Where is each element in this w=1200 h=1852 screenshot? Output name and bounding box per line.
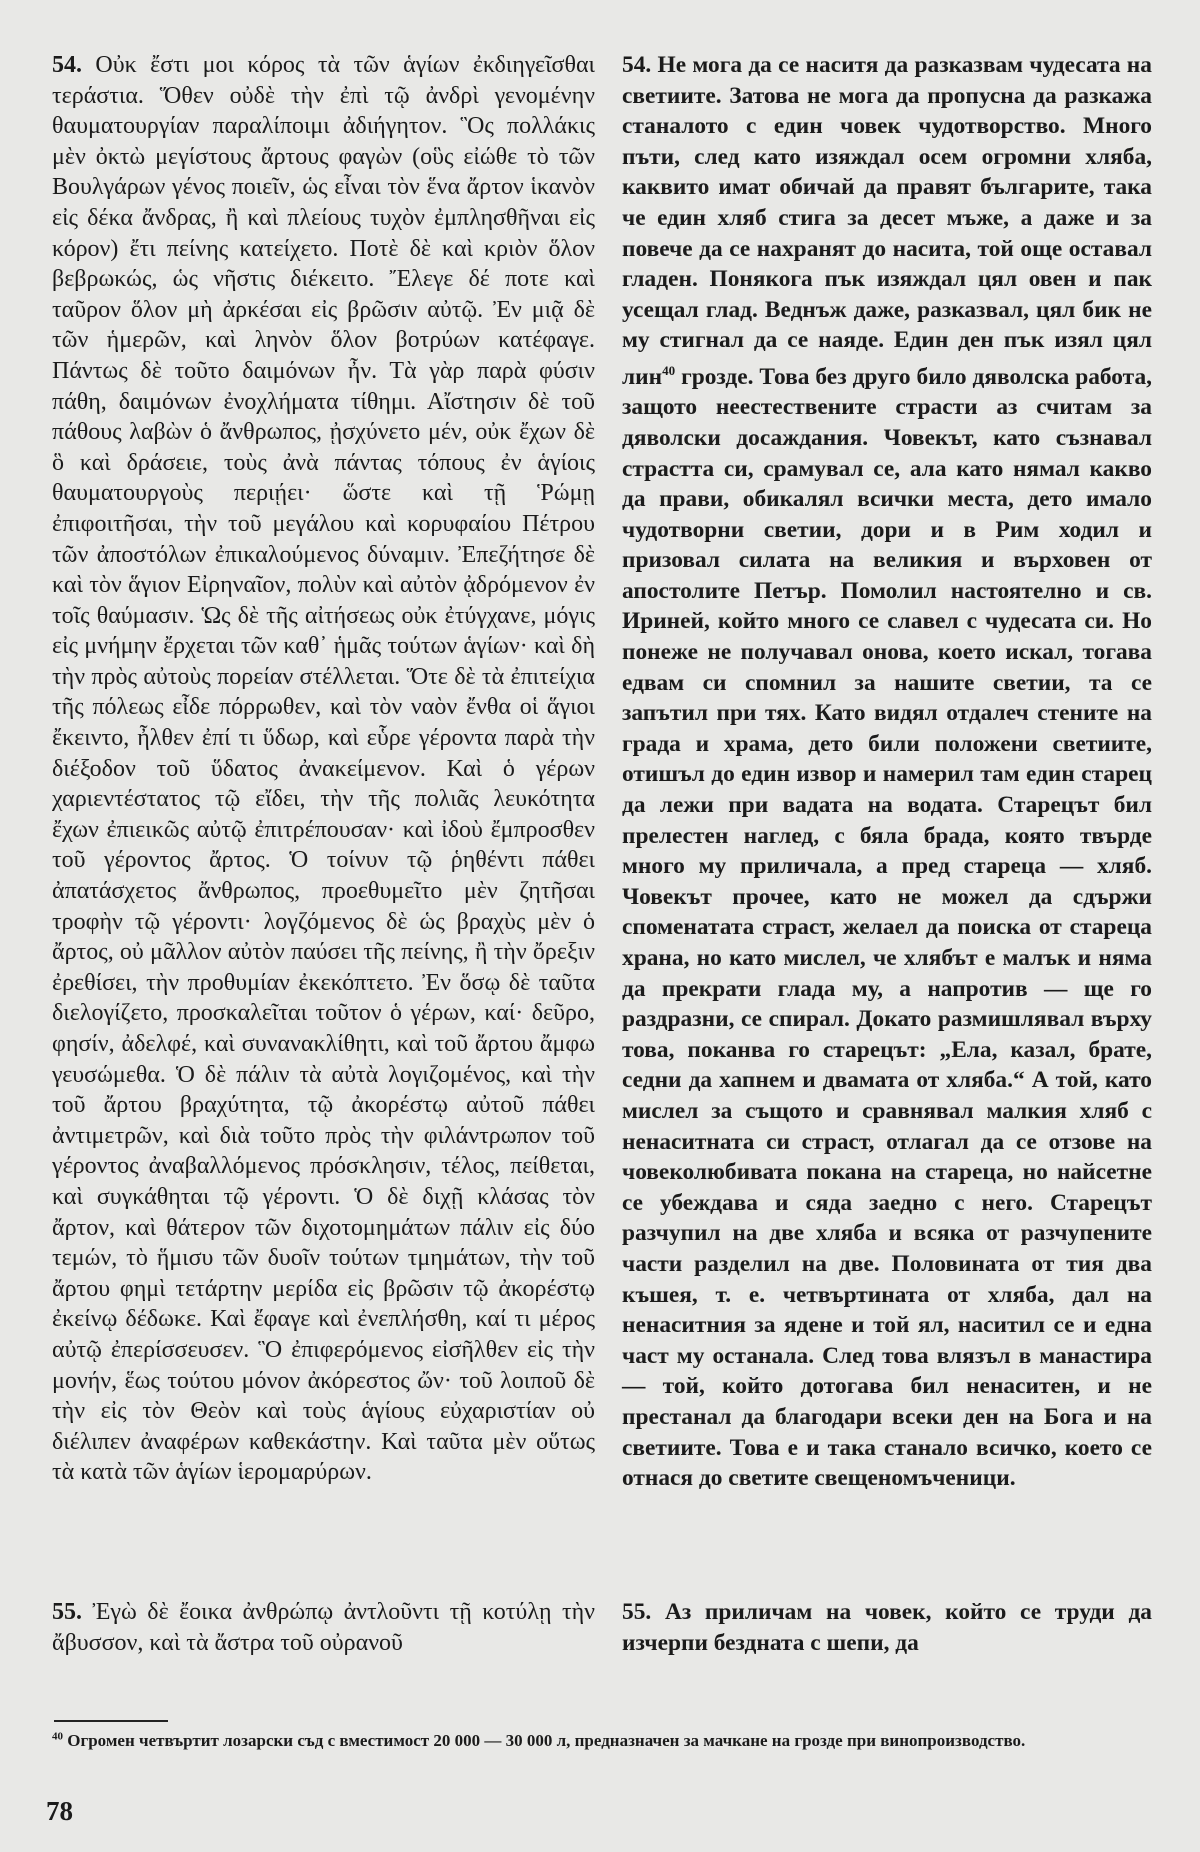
bulgarian-paragraph-number-55: 55. bbox=[622, 1599, 652, 1625]
bulgarian-paragraph-text-a: Не мога да се наситя да разказвам чудесата на светиите. Затова не мога да пропусна да разкажа станалото с един човек чудотворство. Много пъти, след като изяждал осем огромни хляба, каквито имат обичай да правят българите, така че един хляб стига за десет мъже, а даже и за повече да се нахранят до насита, той още оставал гладен. Понякога пък изяждал цял овен и пак усещал глад. Веднъж даже, разказвал, цял бик не му стигнал да се наяде. Един ден пък изял цял лин bbox=[622, 52, 1152, 390]
page-number: 78 bbox=[46, 1796, 73, 1826]
bulgarian-paragraph-number: 54. bbox=[622, 52, 652, 78]
greek-paragraph-54 bbox=[52, 50, 595, 1488]
footnote-number: 40 bbox=[52, 1730, 63, 1743]
bulgarian-paragraph-55 bbox=[622, 1597, 1152, 1659]
footnote bbox=[52, 1730, 1152, 1752]
greek-paragraph-number-55: 55. bbox=[52, 1599, 82, 1625]
bulgarian-column bbox=[622, 50, 1152, 1494]
greek-paragraph-text: Οὐκ ἔστι μοι κόρος τὰ τῶν ἁγίων ἐκδιηγεῖσθαι τεράστια. Ὅθεν οὐδὲ τὴν ἐπὶ τῷ ἀνδρὶ γενομένην θαυματουργίαν παραλίποιμι ἀδιήγητον. Ὃς πολλάκις μὲν ὀκτὼ μεγίστους ἄρτους φαγὼν (οὓς εἰώθε τὸ τῶν Βουλγάρων γένος ποιεῖν, ὡς εἶναι τὸν ἕνα ἄρτον ἱκανὸν εἰς δέκα ἄνδρας, ἢ καὶ πλείους τυχὸν ἐμπλησθῆναι εἰς κόρον) ἔτι πείνης κατείχετο. Ποτὲ δὲ καὶ κριὸν ὅλον βεβρωκώς, ὡς νῆστις διέκειτο. Ἔλεγε δέ ποτε καὶ ταῦρον ὅλον μὴ ἀρκέσαι εἰς βρῶσιν αὐτῷ. Ἐν μιᾷ δὲ τῶν ἡμερῶν, καὶ ληνὸν ὅλον βοτρύων κατέφαγε. Πάντως δὲ τοῦτο δαιμόνων ἦν. Τὰ γὰρ παρὰ φύσιν πάθη, δαιμόνων ἐνοχλήματα τίθημι. Αἴστησιν δὲ τοῦ πάθους λαβὼν ὁ ἄνθρωπος, ᾐσχύνετο μέν, οὐκ ἔχων δὲ ὃ καὶ δράσειε, τοὺς ἀνὰ πάντας τόπους ἐν ἁγίοις θαυματουργοὺς περιῄει· ὥστε καὶ τῇ Ῥώμῃ ἐπιφοιτῆσαι, τὴν τοῦ μεγάλου καὶ κορυφαίου Πέτρου τῶν ἀποστόλων ἐπικαλούμενος δύναμιν. Ἐπεζήτησε δὲ καὶ τὸν ἅγιον Εἰρηναῖον, πολὺν καὶ αὐτὸν ᾀδρόμενον ἐν τοῖς θαύμασιν. Ὡς δὲ τῆς αἰτήσεως οὐκ ἐτύγχανε, μόγις εἰς μνήμην ἔρχεται τῶν καθ᾽ ἡμᾶς τούτων ἁγίων· καὶ δὴ τὴν πρὸς αὐτοὺς πορείαν στέλλεται. Ὅτε δὲ τὰ ἐπιτείχια τῆς πόλεως εἶδε πόρρωθεν, καὶ τὸν ναὸν ἔνθα οἱ ἅγιοι ἔκειντο, ἦλθεν ἐπί τι ὕδωρ, καὶ εὗρε γέροντα παρὰ τὴν διέξοδον τοῦ ὕδατος ἀνακείμενον. Καὶ ὁ γέρων χαριεντέστατος τῷ εἴδει, τὴν τῆς πολιᾶς λευκότητα ἔχων ἐπιεικῶς αὐτῷ ἐπιτρέπουσαν· καὶ ἰδοὺ ἔμπροσθεν τοῦ γέροντος ἄρτος. Ὁ τοίνυν τῷ ῥηθέντι πάθει ἀπατάσχετος ἄνθρωπος, προεθυμεῖτο μὲν ζητῆσαι τροφὴν τῷ γέροντι· λογζόμενος δὲ ὡς βραχὺς μὲν ὁ ἄρτος, οὐ μᾶλλον αὐτὸν παύσει τῆς πείνης, ἢ τὴν ὄρεξιν ἐρεθίσει, τὴν προθυμίαν ἐκεκόπτετο. Ἐν ὅσῳ δὲ ταῦτα διελογίζετο, προσκαλεῖται τοῦτον ὁ γέρων, καί· δεῦρο, φησίν, ἀδελφέ, καὶ συνανακλίθητι, καὶ τοῦ ἄρτου ἄμφω γευσώμεθα. Ὁ δὲ πάλιν τὰ αὐτὰ λογιζομένος, καὶ τὴν τοῦ ἄρτου βραχύτητα, τῷ ἀκορέστῳ αὐτοῦ πάθει ἀντιμετρῶν, καὶ διὰ τοῦτο πρὸς τὴν φιλάντρωπον τοῦ γέροντος ἀναβαλλόμενος πρόσκλησιν, τέλος, πείθεται, καὶ συγκάθηται τῷ γέροντι. Ὁ δὲ διχῇ κλάσας τὸν ἄρτον, καὶ θάτερον τῶν διχοτομημάτων πάλιν εἰς δύο τεμών, τὸ ἥμισυ τῶν δυοῖν τούτων τμημάτων, τὴν τοῦ ἄρτου φημὶ τετάρτην μερίδα εἰς βρῶσιν τῷ ἀκορέστῳ ἐκείνῳ δέδωκε. Καὶ ἔφαγε καὶ ἐνεπλήσθη, καί τι μέρος αὐτῷ ἐπερίσσευσεν. Ὃ ἐπιφερόμενος εἰσῆλθεν εἰς τὴν μονήν, ἕως τούτου μόνον ἀκόρεστος ὤν· τοῦ λοιποῦ δὲ τὴν εἰς τὸν Θεὸν καὶ τοὺς ἁγίους εὐχαριστίαν οὐ διέλιπεν ἀναφέρων καθεκάστην. Καὶ ταῦτα μὲν οὕτως τὰ κατὰ τῶν ἁγίων ἱερομαρύρων. bbox=[52, 52, 595, 1486]
bulgarian-paragraph-text-55: Аз приличам на човек, който се труди да изчерпи бездната с шепи, да bbox=[622, 1599, 1152, 1656]
bulgarian-paragraph-54 bbox=[622, 50, 1152, 1494]
greek-paragraph-55 bbox=[52, 1597, 595, 1659]
greek-column bbox=[52, 50, 595, 1488]
bulgarian-paragraph-text-b: грозде. Това без друго било дяволска работа, защото неестествените страсти аз считам за дяволски досаждания. Човекът, като съзнавал страстта си, срамувал се, ала като нямал какво да прави, обикалял всички места, дето имало чудотворни светии, дори и в Рим ходил и призовал силата на великия и върховен от апостолите Петър. Помолил настоятелно и св. Ириней, който много се славел с чудесата си. Но понеже не получавал онова, което искал, тогава едвам си спомнил за нашите светии, та се запътил при тях. Като видял отдалеч стените на града и храма, дето били положени светиите, отишъл до един извор и намерил там един старец да лежи при вадата на водата. Старецът бил прелестен наглед, с бяла брада, която твърде много му приличала, а пред стареца — хляб. Човекът прочее, като не можел да сдържи споменатата страст, желаел да поиска от стареца храна, но като мислел, че хлябът е малък и няма да прекрати глада му, а напротив — ще го раздразни, се спирал. Докато размишлявал върху това, поканва го старецът: „Ела, казал, брате, седни да хапнем и двамата от хляба.“ А той, като мислел за същото и сравнявал малкия хляб с ненаситната си страст, отлагал да се отзове на човеколюбивата покана на стареца, но найсетне се убеждава и сяда заедно с него. Старецът разчупил на две хляба и всяка от разчупените части разделил на две. Половината от тия два къшея, т. е. четвъртината от хляба, дал на ненаситния за ядене и той ял, наситил се и една част му останала. След това влязъл в манастира — той, който дотогава бил ненаситен, и не престанал да благодари всеки ден на Бога и на светиите. Това е и така станало всичко, което се отнася до светите свещеномъченици. bbox=[622, 363, 1152, 1492]
greek-paragraph-number: 54. bbox=[52, 52, 82, 78]
footnote-text: Огромен четвъртит лозарски съд с вместимост 20 000 — 30 000 л, предназначен за мачкане на грозде при винопроизводство. bbox=[63, 1731, 1026, 1750]
greek-paragraph-text-55: Ἐγὼ δὲ ἔοικα ἀνθρώπῳ ἀντλοῦντι τῇ κοτύλῃ τὴν ἄβυσσον, καὶ τὰ ἄστρα τοῦ οὐρανοῦ bbox=[52, 1599, 595, 1656]
footnote-divider bbox=[54, 1720, 168, 1722]
footnote-reference: 40 bbox=[662, 362, 676, 378]
